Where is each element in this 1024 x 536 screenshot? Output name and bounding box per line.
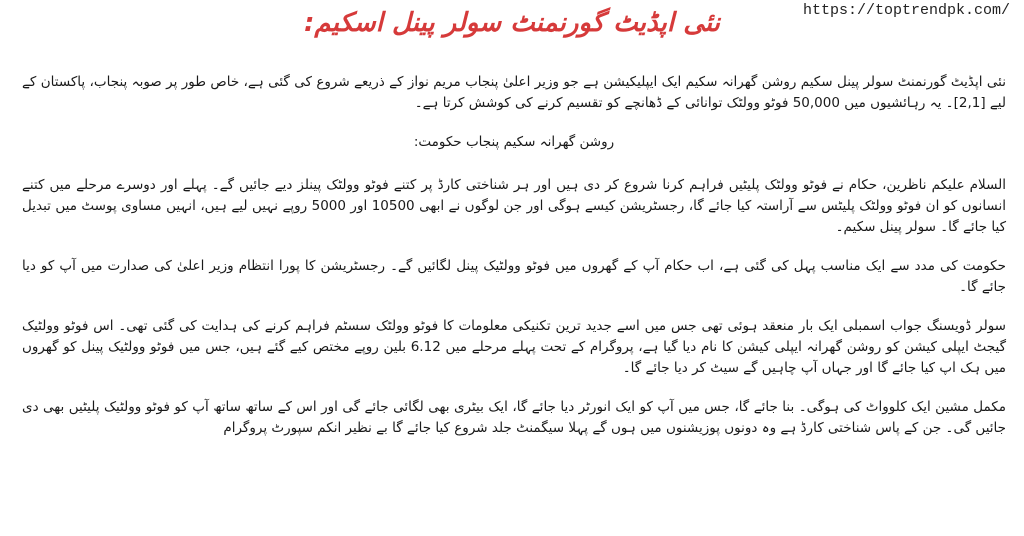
paragraph-greeting: السلام علیکم ناظرین، حکام نے فوٹو وولٹک پلیٹیں فراہم کرنا شروع کر دی ہیں اور ہر شناختی کارڈ پر کتنے فوٹو وولٹک پینلز دیے جائیں گے۔ پہلے اور دوسرے مرحلے میں کتنے انسانوں کو ان فوٹو وولٹک پلیٹس سے آراستہ کیا جائے گا، رجسٹریشن کیسے ہوگی اور جن لوگوں نے ابھی 10500 اور 5000 روپے نہیں لیے ہیں، انہیں مساوی پوسٹ میں تبدیل کیا جائے گا۔ سولر پینل سکیم۔ — [22, 177, 1006, 235]
section-heading: روشن گھرانہ سکیم پنجاب حکومت: — [413, 134, 615, 150]
paragraph-system-details: مکمل مشین ایک کلوواٹ کی ہوگی۔ بنا جائے گا، جس میں آپ کو ایک انورٹر دیا جائے گا، ایک بیٹری بھی لگائی جائے گی اور اس کے ساتھ ساتھ آپ کو فوٹو وولٹیک پلیٹیں بھی دی جائیں گی۔ جن کے پاس شناختی کارڈ ہے وہ دونوں پوزیشنوں میں ہوں گے پہلا سیگمنٹ جلد شروع کیا جائے گا بے نظیر انکم سپورٹ پروگرام — [22, 399, 1006, 436]
paragraph-intro: نئی اپڈیٹ گورنمنٹ سولر پینل سکیم روشن گھرانہ سکیم ایک ایپلیکیشن ہے جو وزیر اعلیٰ پنجاب مریم نواز کے ذریعے شروع کی گئی ہے، خاص طور پر صوبہ پنجاب، پاکستان کے لیے [2,1]۔ یہ رہائشیوں میں 50,000 فوٹو وولٹک توانائی کے ڈھانچے کو تقسیم کرنے کی کوشش کرتا ہے۔ — [22, 74, 1006, 111]
article-body — [22, 72, 1006, 457]
paragraph-government-initiative: حکومت کی مدد سے ایک مناسب پہل کی گئی ہے، اب حکام آپ کے گھروں میں فوٹو وولٹیک پینل لگائیں گے۔ رجسٹریشن کا پورا انتظام وزیر اعلیٰ کی صدارت میں آپ کو دیا جائے گا۔ — [22, 258, 1006, 295]
page-title: نئی اپڈیٹ گورنمنٹ سولر پینل اسکیم: — [304, 8, 720, 38]
paragraph-assembly: سولر ڈویسنگ جواب اسمبلی ایک بار منعقد ہوئی تھی جس میں اسے جدید ترین تکنیکی معلومات کا فوٹو وولٹک سسٹم فراہم کرنے کی ہدایت کی گئی تھی۔ اس فوٹو وولٹیک گیجٹ ایپلی کیشن کو روشن گھرانہ ایپلی کیشن کا نام دیا گیا ہے، پروگرام کے تحت پہلے مرحلے میں 6.12 بلین روپے مختص کیے گئے ہیں، جس میں فوٹو وولٹیک پینل کو گھروں میں ہک اپ کیا جائے گا اور جہاں آپ چاہیں گے سیٹ کر دیا جائے گا۔ — [22, 318, 1006, 376]
site-watermark: https://toptrendpk.com/ — [802, 2, 1010, 19]
